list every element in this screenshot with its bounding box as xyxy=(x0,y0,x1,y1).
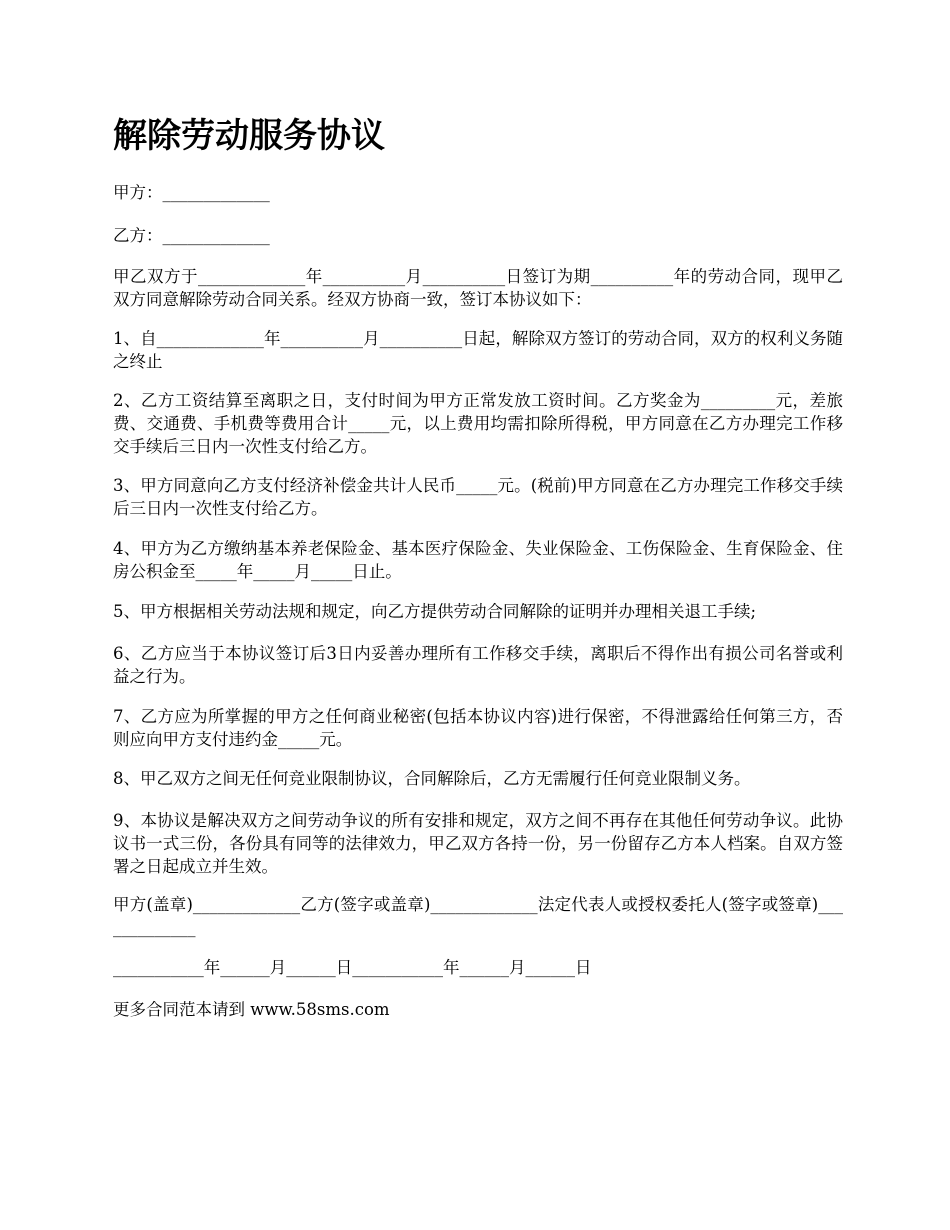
clause-2: 2、乙方工资结算至离职之日，支付时间为甲方正常发放工资时间。乙方奖金为_________元，差旅费、交通费、手机费等费用合计_____元，以上费用均需扣除所得税，甲方同意在乙方办理完工作移交手续后三日内一次性支付给乙方。 xyxy=(113,391,843,456)
document-title: 解除劳动服务协议 xyxy=(113,116,385,156)
party-b-line: 乙方：_____________ xyxy=(113,226,270,245)
clause-1: 1、自_____________年__________月__________日起，解除双方签订的劳动合同，双方的权利义务随之终止 xyxy=(113,329,843,371)
clause-8: 8、甲乙双方之间无任何竞业限制协议，合同解除后，乙方无需履行任何竞业限制义务。 xyxy=(113,769,751,788)
party-a-line: 甲方：_____________ xyxy=(113,183,270,202)
clause-4: 4、甲方为乙方缴纳基本养老保险金、基本医疗保险金、失业保险金、工伤保险金、生育保险金、住房公积金至_____年_____月_____日止。 xyxy=(113,539,843,581)
intro-paragraph: 甲乙双方于_____________年__________月__________日签订为期__________年的劳动合同，现甲乙双方同意解除劳动合同关系。经双方协商一致，签订本协议如下： xyxy=(113,267,843,309)
clause-6: 6、乙方应当于本协议签订后3日内妥善办理所有工作移交手续，离职后不得作出有损公司名誉或利益之行为。 xyxy=(113,644,843,686)
clause-7: 7、乙方应为所掌握的甲方之任何商业秘密(包括本协议内容)进行保密，不得泄露给任何第三方，否则应向甲方支付违约金_____元。 xyxy=(113,707,843,749)
clause-9: 9、本协议是解决双方之间劳动争议的所有安排和规定，双方之间不再存在其他任何劳动争议。此协议书一式三份，各份具有同等的法律效力，甲乙双方各持一份，另一份留存乙方本人档案。自双方签署之日起成立并生效。 xyxy=(113,811,843,876)
clause-3: 3、甲方同意向乙方支付经济补偿金共计人民币_____元。(税前)甲方同意在乙方办理完工作移交手续后三日内一次性支付给乙方。 xyxy=(113,476,843,518)
clause-5: 5、甲方根据相关劳动法规和规定，向乙方提供劳动合同解除的证明并办理相关退工手续; xyxy=(113,602,757,621)
footer-link-text: 更多合同范本请到 www.58sms.com xyxy=(113,1000,390,1019)
date-line: ___________年______月______日___________年______月______日 xyxy=(113,958,592,977)
signature-line: 甲方(盖章)_____________乙方(签字或盖章)_____________法定代表人或授权委托人(签字或签章)_____________ xyxy=(113,895,843,937)
